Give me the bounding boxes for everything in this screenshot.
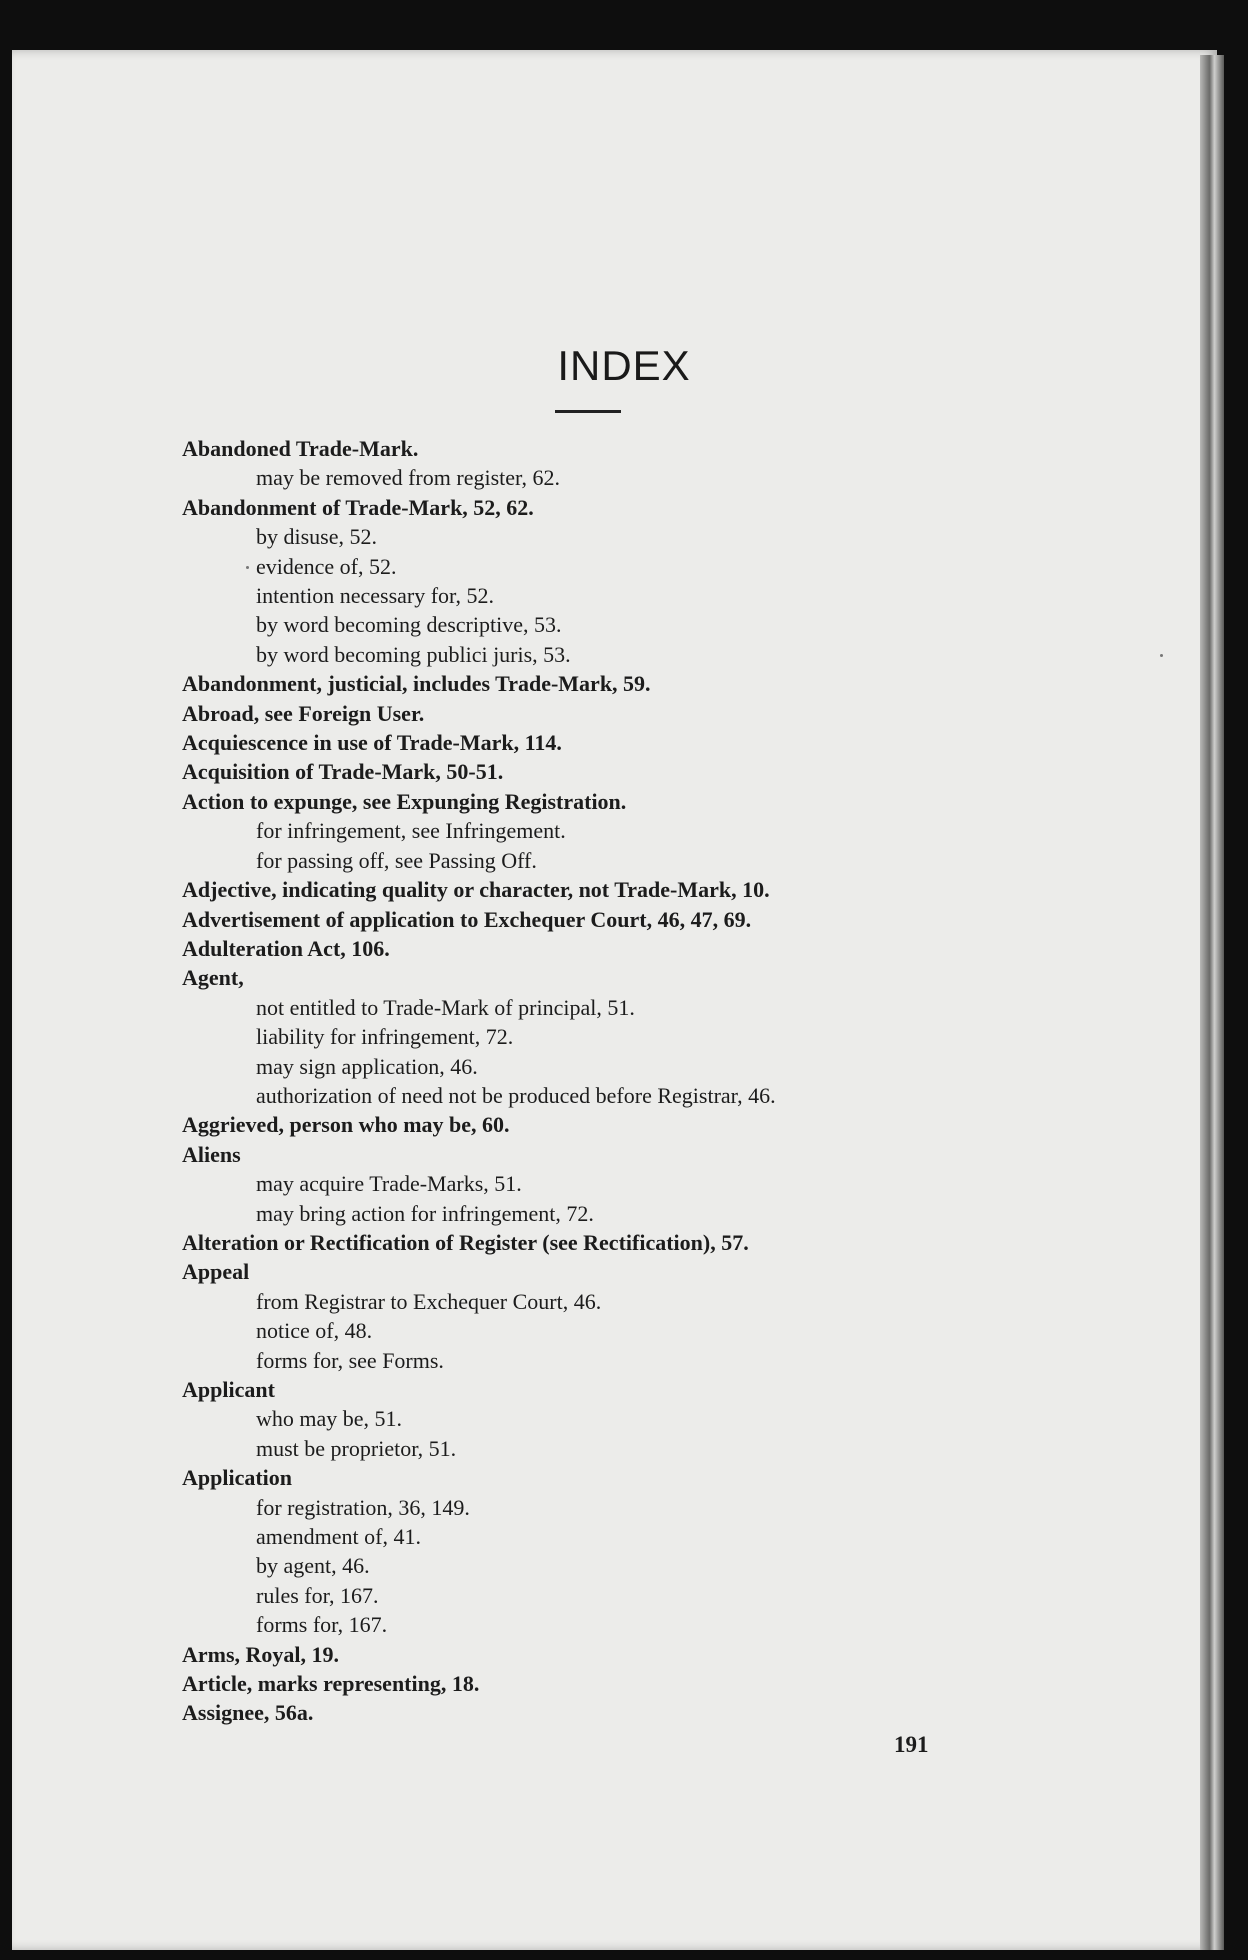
index-entry: Adulteration Act, 106.: [182, 935, 390, 961]
index-subentry: forms for, see Forms.: [256, 1347, 444, 1373]
index-subentry: must be proprietor, 51.: [256, 1435, 457, 1461]
index-entry: Abandoned Trade-Mark.: [182, 436, 419, 461]
index-subentry: by disuse, 52.: [256, 524, 377, 550]
index-entry: Appeal: [182, 1259, 250, 1285]
index-entry: Acquiescence in use of Trade-Mark, 114.: [182, 730, 562, 756]
index-subentry: authorization of need not be produced before Registrar, 46.: [256, 1082, 776, 1108]
index-subentry: for registration, 36, 149.: [256, 1494, 470, 1520]
index-subentry: for infringement, see Infringement.: [256, 818, 566, 844]
index-subentry: liability for infringement, 72.: [256, 1024, 514, 1050]
index-subentry: amendment of, 41.: [256, 1524, 421, 1550]
index-entry: Alteration or Rectification of Register (see Rectification), 57.: [182, 1229, 749, 1255]
index-entry: Article, marks representing, 18.: [182, 1671, 480, 1697]
index-subentry: not entitled to Trade-Mark of principal, 51.: [256, 994, 635, 1020]
scan-speck: [246, 566, 249, 569]
heading-rule: [555, 410, 621, 413]
index-entry: Acquisition of Trade-Mark, 50-51.: [182, 759, 504, 785]
index-subentry: rules for, 167.: [256, 1582, 379, 1608]
index-entry: Aggrieved, person who may be, 60.: [182, 1112, 510, 1138]
index-subentry: who may be, 51.: [256, 1406, 403, 1432]
index-subentry: may acquire Trade-Marks, 51.: [256, 1171, 522, 1197]
index-entry: Assignee, 56a.: [182, 1700, 314, 1726]
index-heading: INDEX: [557, 342, 691, 389]
index-entry: Application: [182, 1465, 293, 1491]
index-entry: Abandonment, justicial, includes Trade-Mark, 59.: [182, 671, 651, 697]
index-subentry: forms for, 167.: [256, 1612, 388, 1638]
scan-speck: [1160, 654, 1163, 657]
index-entry: Action to expunge, see Expunging Registration.: [182, 788, 627, 814]
index-entry: Abandonment of Trade-Mark, 52, 62.: [182, 494, 534, 520]
page-edge-shadow: [1200, 55, 1224, 1950]
index-subentry: from Registrar to Exchequer Court, 46.: [256, 1288, 602, 1314]
index-subentry: by agent, 46.: [256, 1553, 370, 1579]
page-number: 191: [894, 1732, 929, 1757]
index-entry: Adjective, indicating quality or character, not Trade-Mark, 10.: [182, 877, 770, 903]
index-entry: Applicant: [182, 1377, 275, 1402]
index-entry: Aliens: [182, 1141, 241, 1167]
index-entry: Arms, Royal, 19.: [182, 1641, 340, 1667]
index-subentry: evidence of, 52.: [256, 553, 397, 579]
index-entry: Abroad, see Foreign User.: [182, 700, 425, 726]
index-subentry: may bring action for infringement, 72.: [256, 1200, 594, 1226]
index-entry-list: [182, 434, 776, 1728]
index-subentry: for passing off, see Passing Off.: [256, 847, 537, 873]
index-subentry: may sign application, 46.: [256, 1053, 478, 1079]
index-subentry: may be removed from register, 62.: [256, 465, 560, 491]
index-entry: Advertisement of application to Exchequer Court, 46, 47, 69.: [182, 906, 752, 932]
index-subentry: by word becoming descriptive, 53.: [256, 612, 562, 638]
index-subentry: by word becoming publici juris, 53.: [256, 641, 571, 667]
index-entry: Agent,: [182, 965, 244, 991]
index-subentry: notice of, 48.: [256, 1318, 373, 1344]
index-subentry: intention necessary for, 52.: [256, 583, 494, 609]
